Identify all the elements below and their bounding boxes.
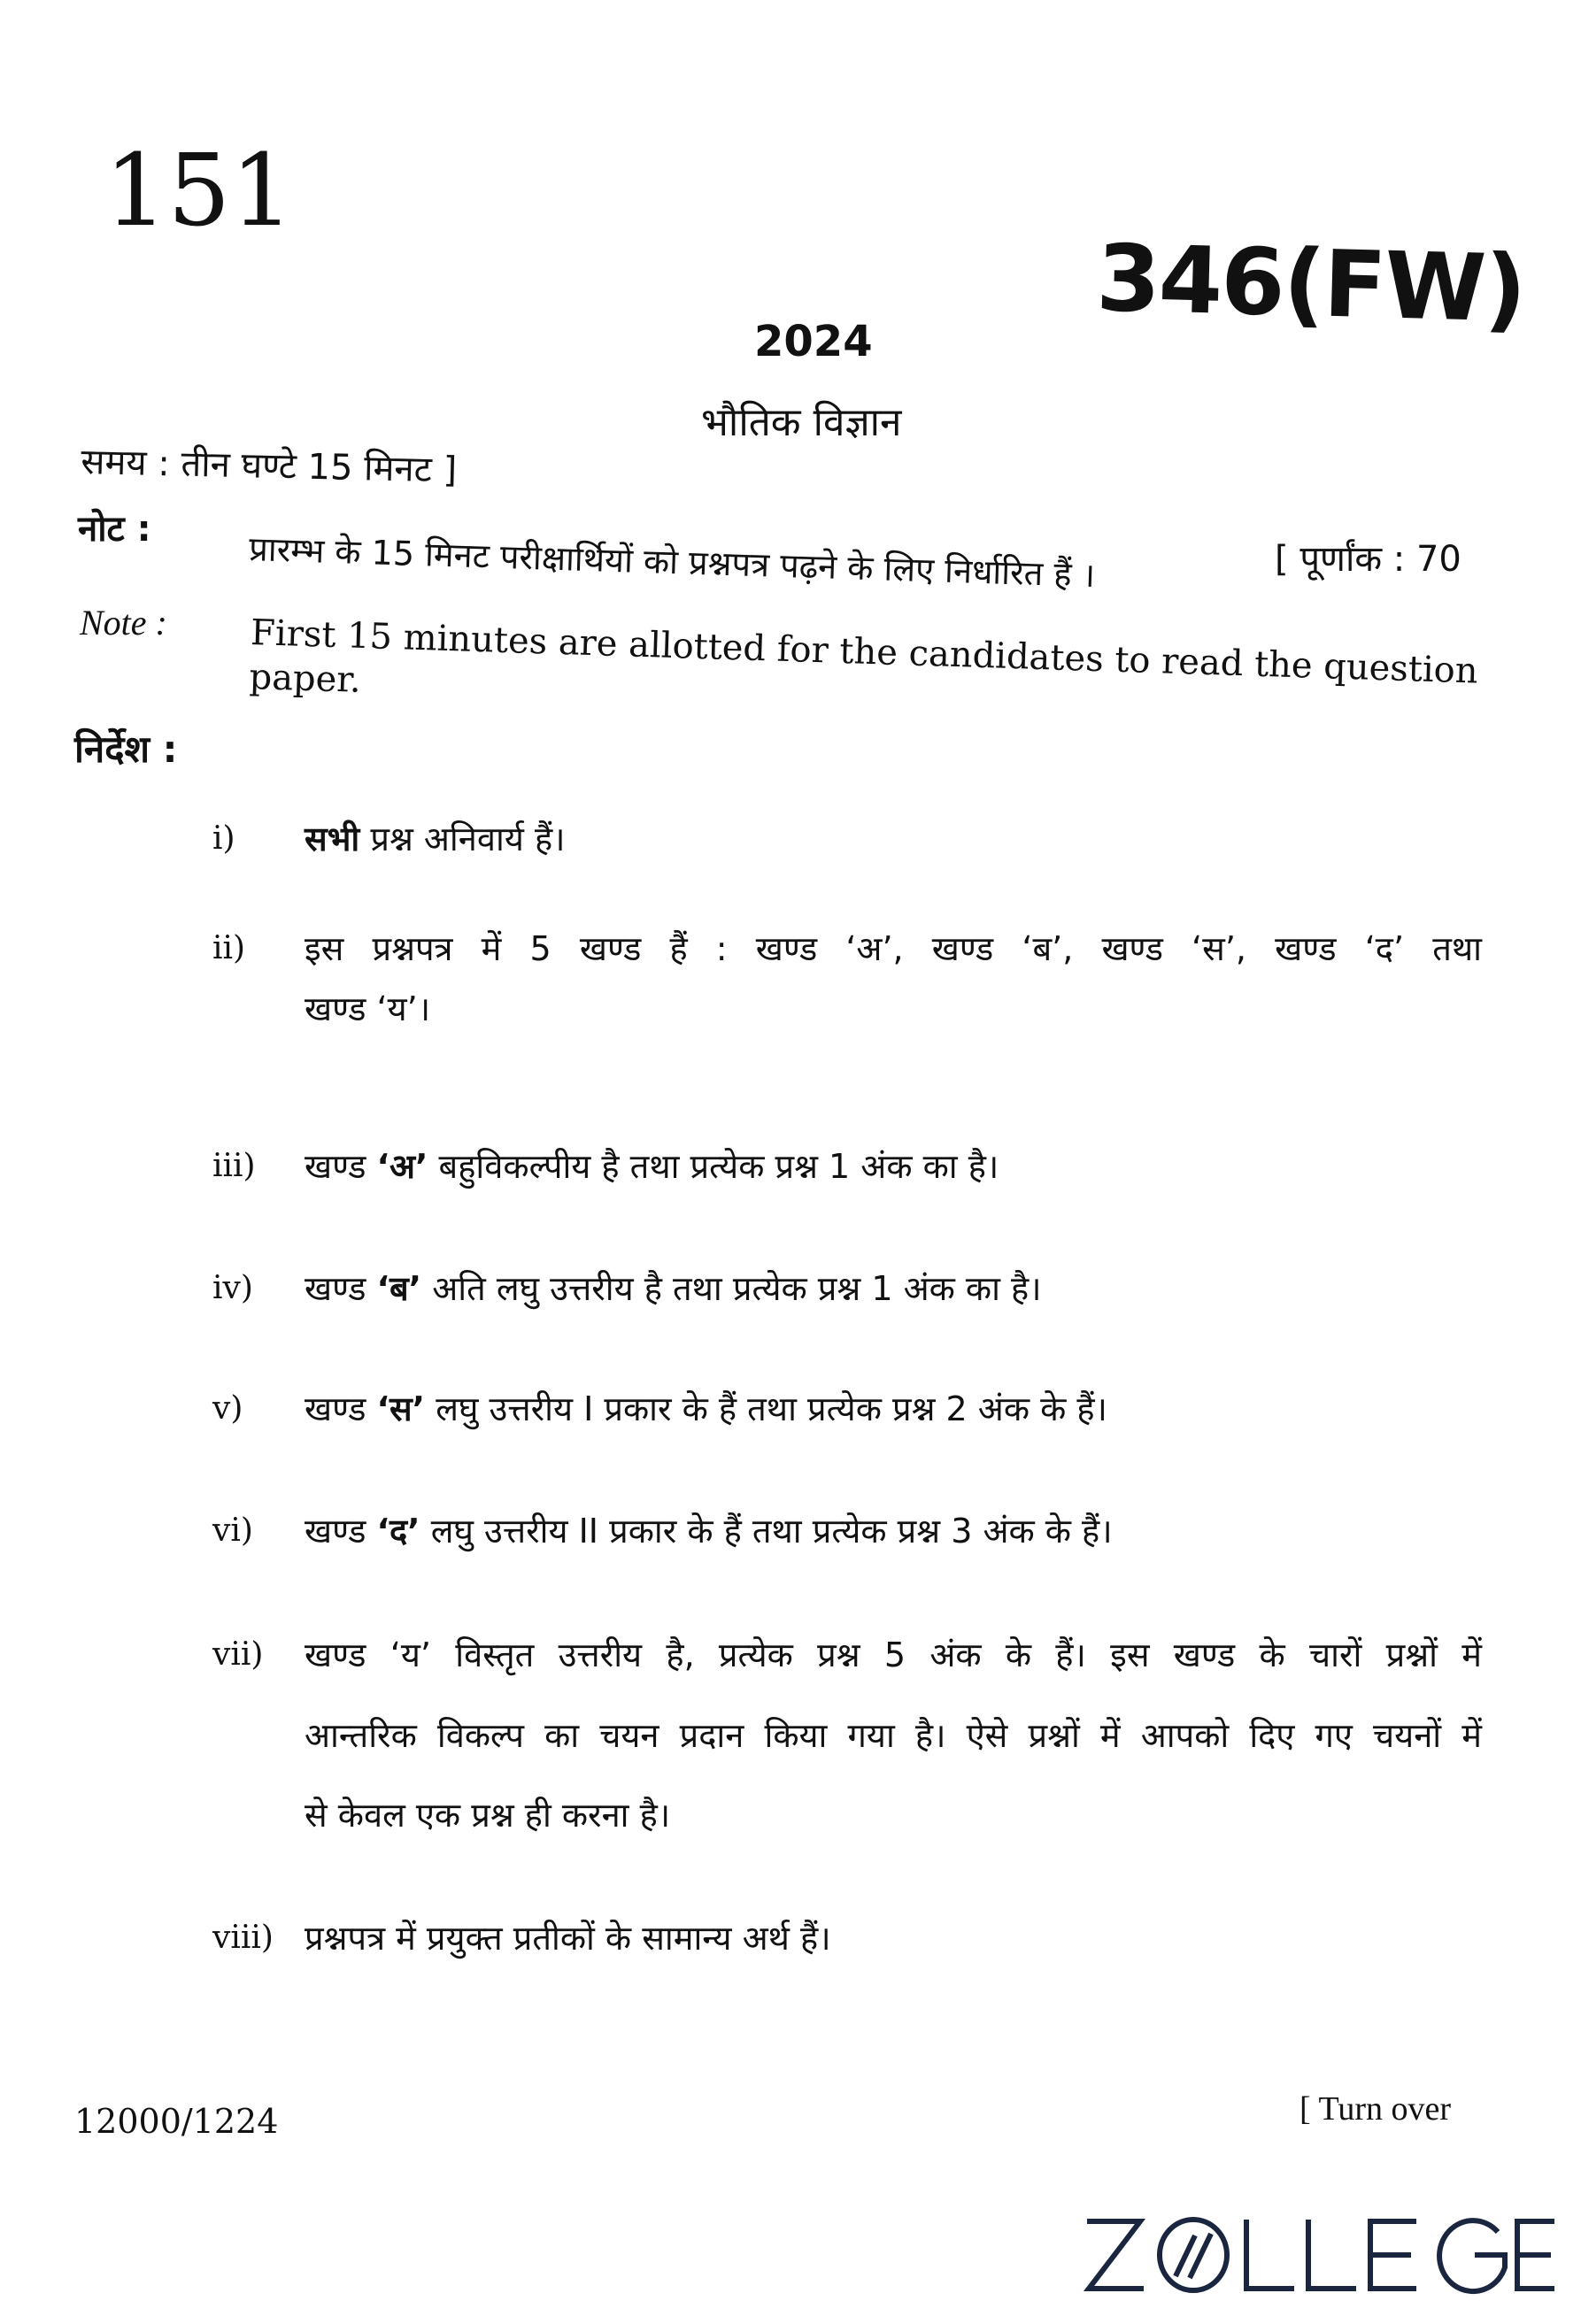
logo-letter-l1 xyxy=(1246,2220,1294,2289)
instruction-number: i) xyxy=(212,820,235,857)
section-label: ‘अ’ xyxy=(376,1147,428,1186)
note-english-label: Note : xyxy=(80,603,167,643)
instruction-number: viii) xyxy=(212,1920,274,1956)
instruction-text xyxy=(305,820,1482,860)
zollege-logo-mark xyxy=(1082,2212,1560,2297)
instruction-text xyxy=(305,1389,1482,1430)
directions-label: निर्देश : xyxy=(74,727,178,771)
exam-year: 2024 xyxy=(754,317,873,366)
instruction-prefix: खण्ड xyxy=(305,1512,377,1551)
instruction-rest: लघु उत्तरीय I प्रकार के हैं तथा प्रत्येक प्रश्न 2 अंक के हैं। xyxy=(425,1389,1107,1428)
instruction-number: ii) xyxy=(212,930,246,966)
instruction-number: iii) xyxy=(212,1148,256,1184)
instruction-line: से केवल एक प्रश्न ही करना है। xyxy=(305,1796,671,1835)
max-marks: [ पूर्णांक : 70 xyxy=(1275,539,1461,580)
instruction-rest: प्रश्न अनिवार्य हैं। xyxy=(359,820,566,858)
instruction-line: खण्ड ‘य’ विस्तृत उत्तरीय है, प्रत्येक प्रश्न 5 अंक के हैं। इस खण्ड के चारों प्रश्नों में xyxy=(305,1635,1482,1674)
logo-letter-z xyxy=(1087,2221,1144,2289)
note-english-text: First 15 minutes are allotted for the candidates to read the question paper. xyxy=(248,612,1479,701)
instruction-number: vi) xyxy=(212,1512,253,1549)
logo-letter-g xyxy=(1439,2220,1505,2291)
paper-code: 346(FW) xyxy=(1095,224,1526,343)
instruction-number: iv) xyxy=(212,1270,253,1306)
logo-letter-o xyxy=(1160,2220,1227,2290)
instruction-number: v) xyxy=(212,1390,243,1427)
section-label: ‘ब’ xyxy=(376,1269,422,1308)
footer-code: 12000/1224 xyxy=(74,2102,279,2141)
instruction-rest: अति लघु उत्तरीय है तथा प्रत्येक प्रश्न 1 अंक का है। xyxy=(421,1269,1042,1308)
instruction-text xyxy=(305,1269,1482,1310)
instruction-number: vii) xyxy=(212,1636,264,1673)
instruction-rest: लघु उत्तरीय II प्रकार के हैं तथा प्रत्येक प्रश्न 3 अंक के हैं। xyxy=(420,1512,1113,1551)
note-hindi-label: नोट : xyxy=(78,509,151,550)
note-hindi-text: प्रारम्भ के 15 मिनट परीक्षार्थियों को प्रश्नपत्र पढ़ने के लिए निर्धारित हैं । xyxy=(248,529,1096,596)
instruction-rest: बहुविकल्पीय है तथा प्रत्येक प्रश्न 1 अंक का है। xyxy=(428,1147,999,1186)
instruction-bold: सभी xyxy=(305,820,360,858)
section-label: ‘स’ xyxy=(376,1389,426,1428)
instruction-text xyxy=(305,1512,1482,1552)
zollege-logo xyxy=(1082,2212,1560,2297)
instruction-line: खण्ड ‘य’। xyxy=(305,989,431,1028)
instruction-prefix: खण्ड xyxy=(305,1389,377,1428)
subject-title: भौतिक विज्ञान xyxy=(701,400,902,445)
turn-over-label: [ Turn over xyxy=(1300,2090,1452,2128)
instruction-line: इस प्रश्नपत्र में 5 खण्ड हैं : खण्ड ‘अ’, खण्ड ‘ब’, खण्ड ‘स’, खण्ड ‘द’ तथा xyxy=(305,929,1482,968)
instruction-text xyxy=(305,1635,1482,1836)
instruction-prefix: खण्ड xyxy=(305,1269,377,1308)
instruction-text xyxy=(305,929,1482,1029)
logo-letter-l2 xyxy=(1308,2220,1356,2289)
instruction-text: प्रश्नपत्र में प्रयुक्त प्रतीकों के सामान्य अर्थ हैं। xyxy=(305,1919,831,1958)
paper-number: 151 xyxy=(104,134,294,249)
section-label: ‘द’ xyxy=(376,1512,420,1551)
instruction-line: आन्तरिक विकल्प का चयन प्रदान किया गया है। ऐसे प्रश्नों में आपको दिए गए चयनों में xyxy=(305,1715,1482,1755)
exam-duration: समय : तीन घण्टे 15 मिनट ] xyxy=(80,441,458,491)
instruction-prefix: खण्ड xyxy=(305,1147,377,1186)
instruction-text xyxy=(305,1147,1482,1188)
